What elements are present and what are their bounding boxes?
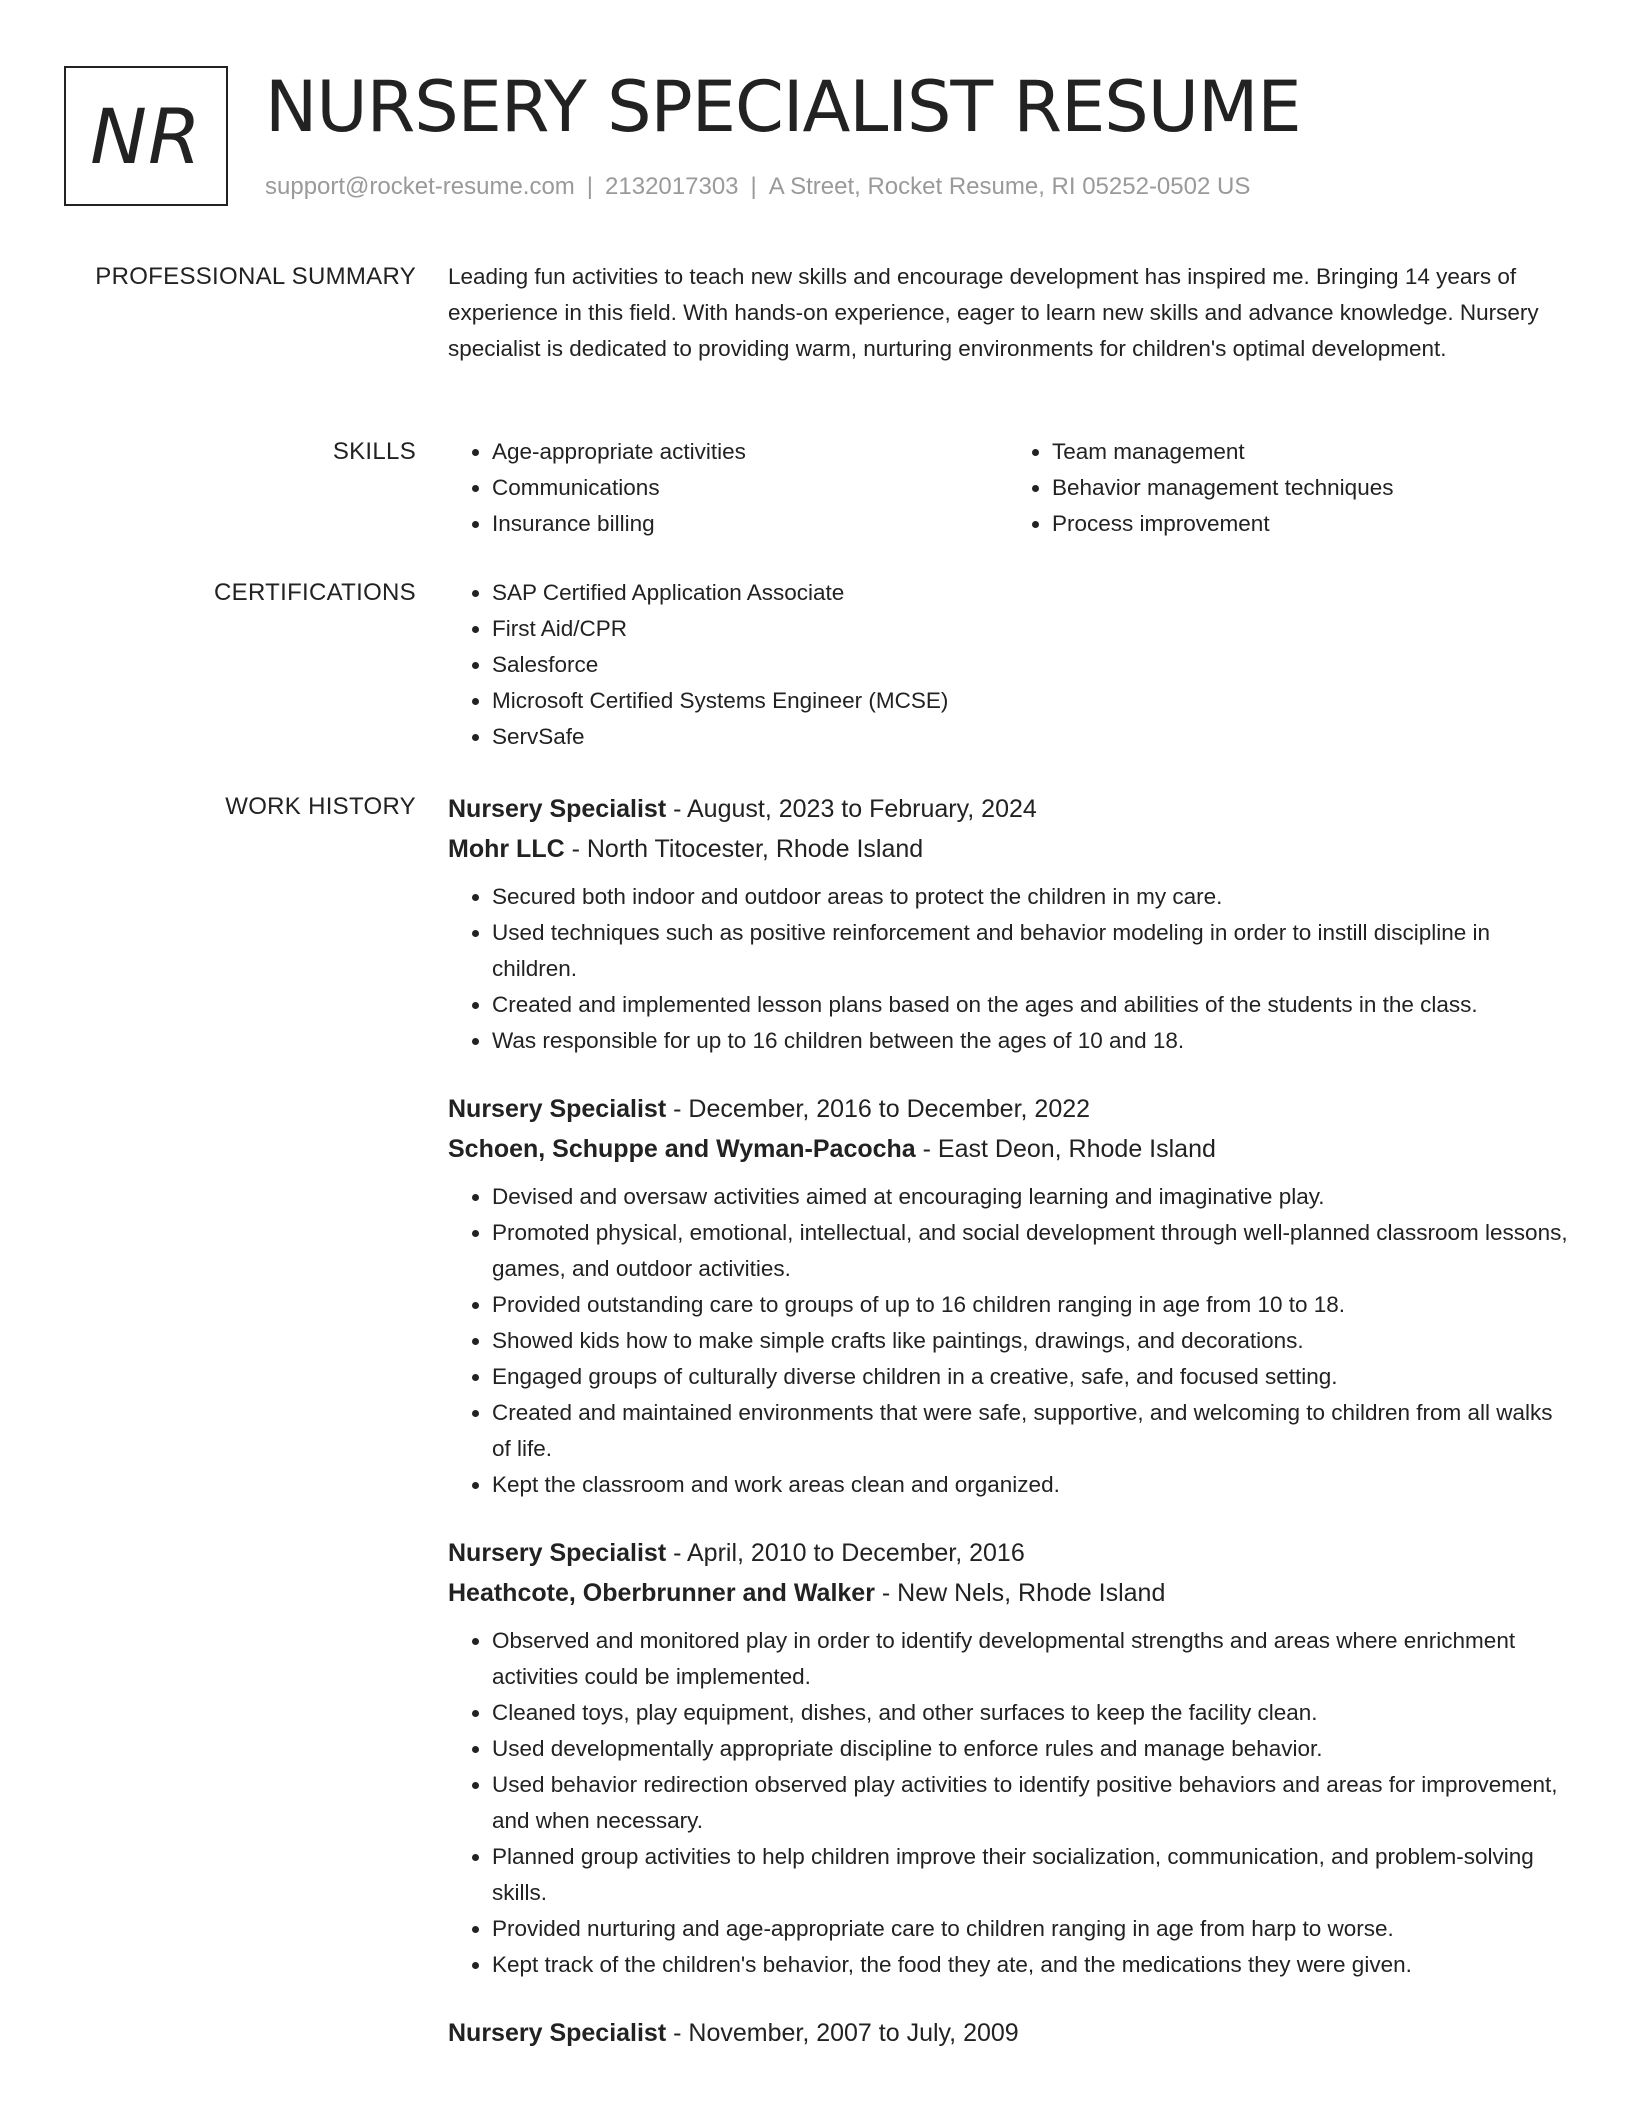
skills-list [448, 434, 1568, 542]
skill-item: • Insurance billing [492, 506, 1008, 542]
job-duty-item: • Showed kids how to make simple crafts like paintings, drawings, and decorations. [492, 1323, 1568, 1359]
job-company: Schoen, Schuppe and Wyman-Pacocha [448, 1135, 916, 1163]
job-company-line [448, 1129, 1568, 1169]
job-title: Nursery Specialist [448, 795, 667, 823]
contact-address: A Street, Rocket Resume, RI 05252-0502 US [768, 173, 1251, 200]
job-duty-item: • Planned group activities to help children improve their socialization, communication, and problem-solving skills. [492, 1839, 1568, 1911]
job-duty-item: • Cleaned toys, play equipment, dishes, and other surfaces to keep the facility clean. [492, 1695, 1568, 1731]
certifications-heading: CERTIFICATIONS [214, 579, 416, 606]
summary-body [448, 259, 1568, 367]
contact-phone[interactable]: 2132017303 [605, 173, 739, 200]
job-location: - North Titocester, Rhode Island [564, 835, 924, 863]
certification-item: • SAP Certified Application Associate [492, 575, 1568, 611]
job-duty-item: • Kept the classroom and work areas clean and organized. [492, 1467, 1568, 1503]
job-duty-item: • Used techniques such as positive reinforcement and behavior modeling in order to instill discipline in children. [492, 915, 1568, 987]
skills-column-1 [448, 434, 1008, 542]
page-title: NURSERY SPECIALIST RESUME [265, 66, 1301, 148]
job-title-line [448, 1533, 1568, 1573]
skill-item: • Behavior management techniques [1052, 470, 1568, 506]
job-duty-item: • Created and implemented lesson plans based on the ages and abilities of the students in the class. [492, 987, 1568, 1023]
job-location: - New Nels, Rhode Island [874, 1579, 1166, 1607]
summary-heading: PROFESSIONAL SUMMARY [95, 263, 416, 290]
job-title: Nursery Specialist [448, 1095, 667, 1123]
job-dates: - November, 2007 to July, 2009 [666, 2019, 1019, 2047]
job-duties-list [448, 879, 1568, 1059]
job-dates: - August, 2023 to February, 2024 [666, 795, 1037, 823]
job-duty-item: • Used behavior redirection observed play activities to identify positive behaviors and areas for improvement, and when necessary. [492, 1767, 1568, 1839]
skill-item: • Age-appropriate activities [492, 434, 1008, 470]
job-duty-item: • Engaged groups of culturally diverse children in a creative, safe, and focused setting. [492, 1359, 1568, 1395]
job-dates: - April, 2010 to December, 2016 [666, 1539, 1025, 1567]
certifications-list [448, 575, 1568, 755]
contact-separator: | [750, 173, 757, 200]
job-company: Heathcote, Oberbrunner and Walker [448, 1579, 875, 1607]
certification-item: • Salesforce [492, 647, 1568, 683]
skill-item: • Team management [1052, 434, 1568, 470]
job-company: Mohr LLC [448, 835, 565, 863]
job-duty-item: • Observed and monitored play in order to identify developmental strengths and areas where enrichment activities could be implemented. [492, 1623, 1568, 1695]
job-duties-list [448, 1179, 1568, 1503]
work-history-heading: WORK HISTORY [225, 793, 416, 820]
job-duty-item: • Was responsible for up to 16 children between the ages of 10 and 18. [492, 1023, 1568, 1059]
job-dates: - December, 2016 to December, 2022 [666, 1095, 1091, 1123]
monogram-badge: NR [64, 66, 228, 206]
job-title-line [448, 789, 1568, 829]
job-duty-item: • Provided outstanding care to groups of up to 16 children ranging in age from 10 to 18. [492, 1287, 1568, 1323]
certification-item: • ServSafe [492, 719, 1568, 755]
job-title: Nursery Specialist [448, 1539, 667, 1567]
certification-item: • Microsoft Certified Systems Engineer (MCSE) [492, 683, 1568, 719]
job-entry [448, 2013, 1568, 2053]
skills-column-2 [1008, 434, 1568, 542]
job-entry [448, 1533, 1568, 1983]
contact-email[interactable]: support@rocket-resume.com [265, 173, 575, 200]
job-title-line [448, 1089, 1568, 1129]
job-duty-item: • Promoted physical, emotional, intellectual, and social development through well-planned classroom lessons, games, and outdoor activities. [492, 1215, 1568, 1287]
summary-text: Leading fun activities to teach new skills and encourage development has inspired me. Bringing 14 years of experience in this field. With hands-on experience, eager to learn new skills and advance knowledge. Nursery specialist is dedicated to providing warm, nurturing environments for children's optimal development. [448, 264, 1539, 361]
job-entry [448, 1089, 1568, 1503]
skill-item: • Process improvement [1052, 506, 1568, 542]
contact-line [265, 172, 1250, 202]
work-history-body [448, 789, 1568, 2083]
contact-separator: | [586, 173, 594, 200]
job-duty-item: • Secured both indoor and outdoor areas to protect the children in my care. [492, 879, 1568, 915]
certifications-body [448, 575, 1568, 755]
resume-header [64, 66, 1568, 210]
job-company-line [448, 829, 1568, 869]
job-duty-item: • Kept track of the children's behavior, the food they ate, and the medications they were given. [492, 1947, 1568, 1983]
job-entry [448, 789, 1568, 1059]
job-duty-item: • Provided nurturing and age-appropriate care to children ranging in age from harp to worse. [492, 1911, 1568, 1947]
certification-item: • First Aid/CPR [492, 611, 1568, 647]
job-duty-item: • Created and maintained environments that were safe, supportive, and welcoming to children from all walks of life. [492, 1395, 1568, 1467]
job-duties-list [448, 1623, 1568, 1983]
job-title-line [448, 2013, 1568, 2053]
job-duty-item: • Used developmentally appropriate discipline to enforce rules and manage behavior. [492, 1731, 1568, 1767]
job-duty-item: • Devised and oversaw activities aimed at encouraging learning and imaginative play. [492, 1179, 1568, 1215]
job-company-line [448, 1573, 1568, 1613]
skill-item: • Communications [492, 470, 1008, 506]
job-title: Nursery Specialist [448, 2019, 667, 2047]
skills-heading: SKILLS [332, 438, 416, 465]
job-location: - East Deon, Rhode Island [915, 1135, 1216, 1163]
